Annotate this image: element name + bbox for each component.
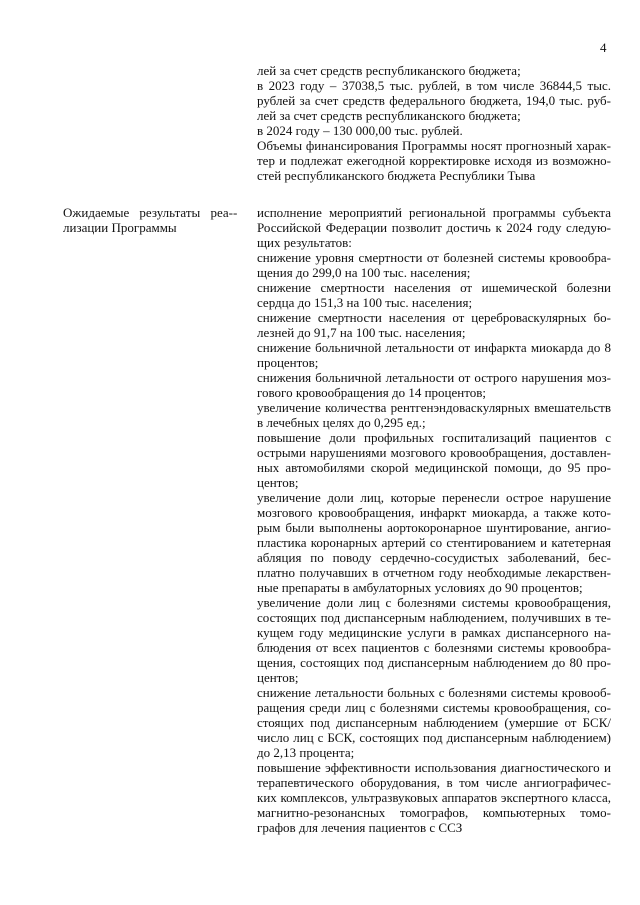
text-line: графов для лечения пациентов с ССЗ [257, 820, 463, 835]
text-line: острыми нарушениями мозгового кровообращения, доставлен- [257, 445, 611, 460]
funding-text-block [257, 63, 611, 183]
text-line: ных автомобилями скорой медицинской помощи, до 95 про- [257, 460, 611, 475]
text-line: до 2,13 процента; [257, 745, 355, 760]
text-line: снижение смертности населения от ишемической болезни [257, 280, 611, 295]
text-line: стей республиканского бюджета Республики Тыва [257, 168, 536, 183]
text-line: пластика коронарных артерий со стентированием и катетерная [257, 535, 611, 550]
text-line: увеличение количества рентгенэндоваскулярных вмешательств [257, 400, 611, 415]
row-separator-dash: - [233, 205, 238, 220]
text-line: сердца до 151,3 на 100 тыс. населения; [257, 295, 473, 310]
text-line: Объемы финансирования Программы носят прогнозный харак- [257, 138, 611, 153]
text-line: рым были выполнены аортокоронарное шунтирование, ангио- [257, 520, 611, 535]
text-line: щения, состоящих под диспансерным наблюдением до 80 про- [257, 655, 611, 670]
text-line: рублей за счет средств федерального бюджета, 194,0 тыс. руб- [257, 93, 611, 108]
text-line: снижение смертности населения от цереброваскулярных бо- [257, 310, 611, 325]
text-line: лезней до 91,7 на 100 тыс. населения; [257, 325, 466, 340]
text-line: снижение уровня смертности от болезней системы кровообра- [257, 250, 611, 265]
text-line: центов; [257, 475, 299, 490]
text-line: магнитно-резонансных томографов, компьютерных томо- [257, 805, 611, 820]
text-line: платно получавших в отчетном году необходимые лекарствен- [257, 565, 611, 580]
text-line: блюдения от всех пациентов с болезнями системы кровообра- [257, 640, 611, 655]
text-line: щения до 299,0 на 100 тыс. населения; [257, 265, 471, 280]
text-line: в 2024 году – 130 000,00 тыс. рублей. [257, 123, 463, 138]
text-line: ких комплексов, ультразвуковых аппаратов экспертного класса, [257, 790, 611, 805]
text-line: исполнение мероприятий региональной программы субъекта [257, 205, 611, 220]
text-line: лей за счет средств республиканского бюджета; [257, 63, 521, 78]
text-line: стоящих под диспансерным наблюдением (умершие от БСК/ [257, 715, 611, 730]
text-line: снижение летальности больных с болезнями системы кровооб- [257, 685, 611, 700]
text-line: процентов; [257, 355, 319, 370]
page-number: 4 [600, 40, 607, 55]
label-line: Ожидаемые результаты реа- [63, 205, 233, 220]
text-line: тер и подлежат ежегодной корректировке исходя из возможно- [257, 153, 611, 168]
text-line: абляция по поводу сердечно-сосудистых заболеваний, бес- [257, 550, 611, 565]
text-line: лей за счет средств республиканского бюджета; [257, 108, 521, 123]
text-line: гового кровообращения до 14 процентов; [257, 385, 487, 400]
text-line: мозгового кровообращения, инфаркт миокарда, а также кото- [257, 505, 611, 520]
text-line: число лиц с БСК, состоящих под диспансерным наблюдением) [257, 730, 611, 745]
text-line: ращения среди лиц с болезнями системы кровообращения, со- [257, 700, 611, 715]
text-line: ные препараты в амбулаторных условиях до 90 процентов; [257, 580, 583, 595]
text-line: снижения больничной летальности от острого нарушения моз- [257, 370, 611, 385]
text-line: щих результатов: [257, 235, 352, 250]
text-line: центов; [257, 670, 299, 685]
expected-results-label [63, 205, 233, 235]
text-line: повышение эффективности использования диагностического и [257, 760, 611, 775]
text-line: увеличение доли лиц с болезнями системы кровообращения, [257, 595, 611, 610]
text-line: кущем году медицинские услуги в рамках диспансерного на- [257, 625, 611, 640]
text-line: терапевтического оборудования, в том числе ангиографичес- [257, 775, 611, 790]
text-line: в лечебных целях до 0,295 ед.; [257, 415, 426, 430]
text-line: в 2023 году – 37038,5 тыс. рублей, в том числе 36844,5 тыс. [257, 78, 611, 93]
text-line: снижение больничной летальности от инфаркта миокарда до 8 [257, 340, 611, 355]
text-line: повышение доли профильных госпитализаций пациентов с [257, 430, 611, 445]
text-line: Российской Федерации позволит достичь к 2024 году следую- [257, 220, 611, 235]
text-line: увеличение доли лиц, которые перенесли острое нарушение [257, 490, 611, 505]
label-line: лизации Программы [63, 220, 177, 235]
expected-results-text [257, 205, 611, 835]
text-line: состоящих под диспансерным наблюдением, получивших в те- [257, 610, 611, 625]
